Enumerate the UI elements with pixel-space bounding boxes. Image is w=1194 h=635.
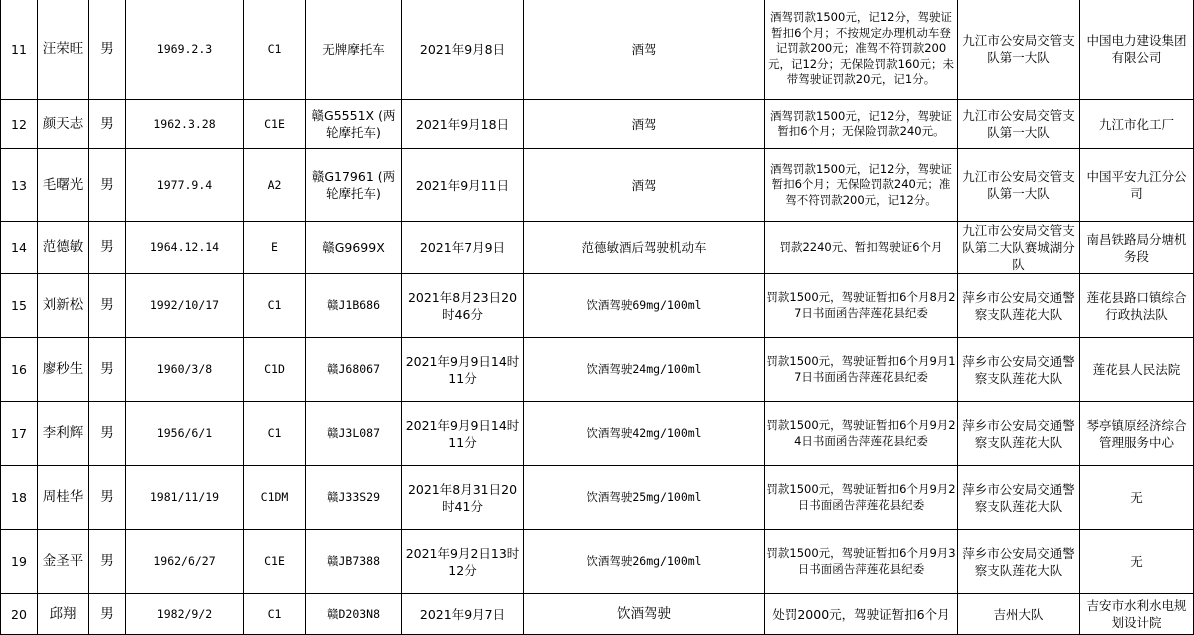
- cell-violation: 饮酒驾驶42mg/100ml: [524, 402, 765, 466]
- cell-penalty: 处罚2000元，驾驶证暂扣6个月: [765, 594, 958, 635]
- table-row: [1, 0, 1194, 100]
- cell-plate: 赣J1B686: [306, 274, 402, 338]
- cell-birth: 1962/6/27: [126, 530, 244, 594]
- cell-agency: 萍乡市公安局交通警察支队莲花大队: [958, 338, 1080, 402]
- cell-birth: 1992/10/17: [126, 274, 244, 338]
- cell-plate: 赣D203N8: [306, 594, 402, 635]
- cell-employer: 九江市化工厂: [1080, 100, 1194, 149]
- cell-plate: 赣J3L087: [306, 402, 402, 466]
- cell-date: 2021年8月23日20时46分: [402, 274, 524, 338]
- cell-no: 13: [1, 149, 38, 222]
- cell-gender: 男: [89, 274, 126, 338]
- cell-name: 李利辉: [38, 402, 89, 466]
- cell-name: 范德敏: [38, 222, 89, 274]
- cell-violation: 饮酒驾驶26mg/100ml: [524, 530, 765, 594]
- cell-violation: 酒驾: [524, 149, 765, 222]
- cell-violation: 饮酒驾驶: [524, 594, 765, 635]
- cell-agency: 萍乡市公安局交通警察支队莲花大队: [958, 466, 1080, 530]
- cell-gender: 男: [89, 594, 126, 635]
- cell-name: 廖秒生: [38, 338, 89, 402]
- cell-agency: 九江市公安局交管支队第一大队: [958, 100, 1080, 149]
- cell-license: E: [244, 222, 306, 274]
- cell-penalty: 罚款1500元，驾驶证暂扣6个月9月2日书面函告萍莲花县纪委: [765, 466, 958, 530]
- cell-penalty: 酒驾罚款1500元，记12分，驾驶证暂扣6个月；无保险罚款240元。: [765, 100, 958, 149]
- cell-no: 20: [1, 594, 38, 635]
- cell-gender: 男: [89, 222, 126, 274]
- cell-name: 汪荣旺: [38, 0, 89, 100]
- cell-no: 11: [1, 0, 38, 100]
- cell-name: 周桂华: [38, 466, 89, 530]
- cell-license: C1: [244, 0, 306, 100]
- cell-penalty: 酒驾罚款1500元，记12分，驾驶证暂扣6个月；不按规定办理机动车登记罚款200元；准驾不符罚款200元，记12分；无保险罚款160元；未带驾驶证罚款20元，记1分。: [765, 0, 958, 100]
- cell-birth: 1981/11/19: [126, 466, 244, 530]
- table-row: [1, 594, 1194, 635]
- cell-agency: 萍乡市公安局交通警察支队莲花大队: [958, 402, 1080, 466]
- cell-employer: 吉安市水利水电规划设计院: [1080, 594, 1194, 635]
- cell-no: 17: [1, 402, 38, 466]
- cell-name: 毛曙光: [38, 149, 89, 222]
- cell-birth: 1962.3.28: [126, 100, 244, 149]
- cell-license: C1E: [244, 530, 306, 594]
- cell-plate: 赣G5551X (两轮摩托车): [306, 100, 402, 149]
- cell-gender: 男: [89, 338, 126, 402]
- cell-penalty: 罚款2240元、暂扣驾驶证6个月: [765, 222, 958, 274]
- cell-violation: 范德敏酒后驾驶机动车: [524, 222, 765, 274]
- cell-agency: 九江市公安局交管支队第一大队: [958, 0, 1080, 100]
- cell-employer: 南昌铁路局分塘机务段: [1080, 222, 1194, 274]
- cell-penalty: 酒驾罚款1500元，记12分，驾驶证暂扣6个月；无保险罚款240元；准驾不符罚款200元，记12分。: [765, 149, 958, 222]
- cell-date: 2021年9月8日: [402, 0, 524, 100]
- cell-birth: 1982/9/2: [126, 594, 244, 635]
- cell-violation: 饮酒驾驶24mg/100ml: [524, 338, 765, 402]
- cell-no: 19: [1, 530, 38, 594]
- cell-violation: 饮酒驾驶69mg/100ml: [524, 274, 765, 338]
- table-row: [1, 466, 1194, 530]
- cell-employer: 莲花县路口镇综合行政执法队: [1080, 274, 1194, 338]
- cell-date: 2021年9月2日13时12分: [402, 530, 524, 594]
- cell-no: 14: [1, 222, 38, 274]
- cell-no: 18: [1, 466, 38, 530]
- cell-penalty: 罚款1500元，驾驶证暂扣6个月9月24日书面函告萍莲花县纪委: [765, 402, 958, 466]
- cell-license: C1DM: [244, 466, 306, 530]
- cell-license: A2: [244, 149, 306, 222]
- cell-employer: 中国平安九江分公司: [1080, 149, 1194, 222]
- cell-employer: 中国电力建设集团有限公司: [1080, 0, 1194, 100]
- cell-plate: 赣G9699X: [306, 222, 402, 274]
- cell-date: 2021年8月31日20时41分: [402, 466, 524, 530]
- table-row: [1, 274, 1194, 338]
- cell-license: C1D: [244, 338, 306, 402]
- cell-date: 2021年7月9日: [402, 222, 524, 274]
- cell-employer: 琴亭镇原经济综合管理服务中心: [1080, 402, 1194, 466]
- table-row: [1, 530, 1194, 594]
- cell-birth: 1956/6/1: [126, 402, 244, 466]
- cell-license: C1: [244, 594, 306, 635]
- cell-agency: 九江市公安局交管支队第二大队赛城湖分队: [958, 222, 1080, 274]
- cell-employer: 无: [1080, 466, 1194, 530]
- cell-birth: 1977.9.4: [126, 149, 244, 222]
- cell-no: 15: [1, 274, 38, 338]
- cell-agency: 萍乡市公安局交通警察支队莲花大队: [958, 530, 1080, 594]
- cell-gender: 男: [89, 402, 126, 466]
- cell-plate: 无牌摩托车: [306, 0, 402, 100]
- cell-gender: 男: [89, 530, 126, 594]
- cell-penalty: 罚款1500元，驾驶证暂扣6个月8月27日书面函告萍莲花县纪委: [765, 274, 958, 338]
- cell-name: 颜天志: [38, 100, 89, 149]
- cell-employer: 莲花县人民法院: [1080, 338, 1194, 402]
- cell-license: C1: [244, 274, 306, 338]
- cell-employer: 无: [1080, 530, 1194, 594]
- cell-gender: 男: [89, 0, 126, 100]
- cell-date: 2021年9月11日: [402, 149, 524, 222]
- cell-date: 2021年9月7日: [402, 594, 524, 635]
- table-row: [1, 222, 1194, 274]
- cell-no: 16: [1, 338, 38, 402]
- cell-plate: 赣JB7388: [306, 530, 402, 594]
- cell-penalty: 罚款1500元，驾驶证暂扣6个月9月3日书面函告萍莲花县纪委: [765, 530, 958, 594]
- cell-name: 邱翔: [38, 594, 89, 635]
- cell-date: 2021年9月18日: [402, 100, 524, 149]
- cell-no: 12: [1, 100, 38, 149]
- table-row: [1, 338, 1194, 402]
- table-row: [1, 100, 1194, 149]
- cell-plate: 赣J68067: [306, 338, 402, 402]
- cell-date: 2021年9月9日14时11分: [402, 402, 524, 466]
- cell-gender: 男: [89, 149, 126, 222]
- table-row: [1, 402, 1194, 466]
- cell-license: C1E: [244, 100, 306, 149]
- table-row: [1, 149, 1194, 222]
- cell-agency: 九江市公安局交管支队第一大队: [958, 149, 1080, 222]
- cell-license: C1: [244, 402, 306, 466]
- cell-penalty: 罚款1500元，驾驶证暂扣6个月9月17日书面函告萍莲花县纪委: [765, 338, 958, 402]
- cell-birth: 1960/3/8: [126, 338, 244, 402]
- cell-birth: 1969.2.3: [126, 0, 244, 100]
- cell-violation: 饮酒驾驶25mg/100ml: [524, 466, 765, 530]
- cell-violation: 酒驾: [524, 0, 765, 100]
- cell-agency: 萍乡市公安局交通警察支队莲花大队: [958, 274, 1080, 338]
- cell-gender: 男: [89, 100, 126, 149]
- cell-agency: 吉州大队: [958, 594, 1080, 635]
- cell-name: 金圣平: [38, 530, 89, 594]
- cell-gender: 男: [89, 466, 126, 530]
- cell-plate: 赣J33S29: [306, 466, 402, 530]
- cell-name: 刘新松: [38, 274, 89, 338]
- cell-plate: 赣G17961 (两轮摩托车): [306, 149, 402, 222]
- cell-violation: 酒驾: [524, 100, 765, 149]
- cell-date: 2021年9月9日14时11分: [402, 338, 524, 402]
- cell-birth: 1964.12.14: [126, 222, 244, 274]
